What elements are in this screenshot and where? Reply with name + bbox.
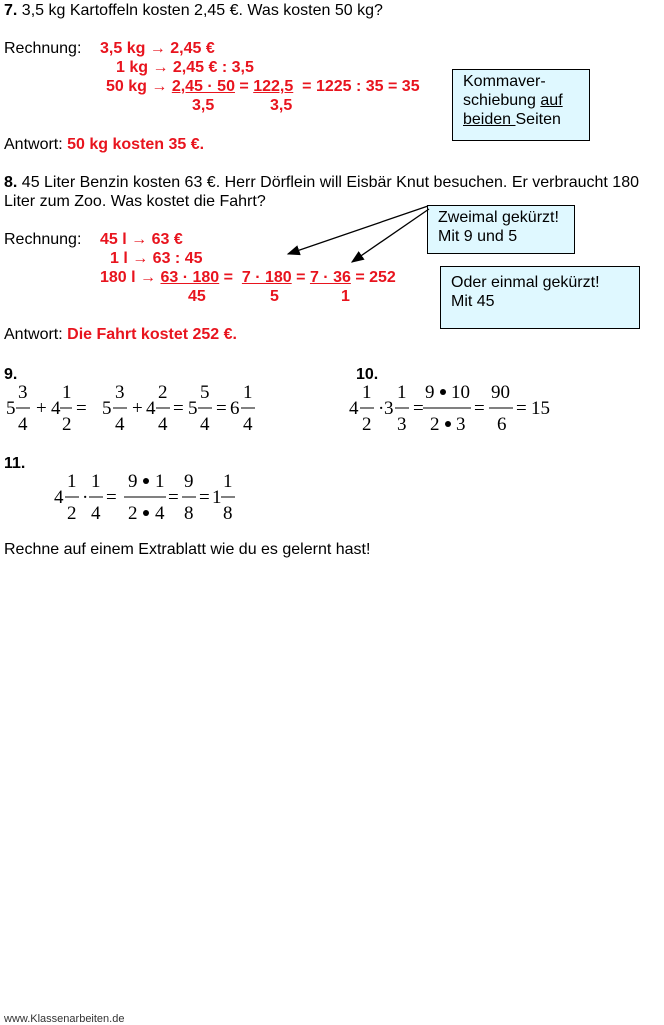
task10-number: 10.	[356, 366, 379, 383]
task8-number: 8.	[4, 174, 18, 191]
task8-den1: 45	[188, 288, 206, 305]
svg-text:2: 2	[430, 414, 440, 435]
task8-question-text1: 45 Liter Benzin kosten 63 €. Herr Dörflein will Eisbär Knut besuchen. Er verbraucht 180	[17, 174, 639, 191]
task7-note-line1: Kommaver-	[463, 73, 546, 90]
svg-text:4: 4	[155, 503, 165, 524]
task8-answer-text: Die Fahrt kostet 252 €.	[67, 326, 237, 343]
svg-text:+: +	[132, 398, 143, 419]
task7-question-text: 3,5 kg Kartoffeln kosten 2,45 €. Was kosten 50 kg?	[17, 2, 383, 19]
task7-note-line3b: Seiten	[515, 111, 561, 128]
task8-line3-num1: 63 · 180	[160, 269, 220, 286]
svg-text:2: 2	[158, 382, 168, 403]
svg-text:4: 4	[115, 414, 125, 435]
task8-note1-line2: Mit 9 und 5	[438, 228, 518, 245]
task7-note-line3a: beiden	[463, 111, 516, 128]
svg-text:10: 10	[451, 382, 470, 403]
svg-text:5: 5	[200, 382, 210, 403]
task7-line3-lhs: 50 kg →	[106, 78, 168, 95]
task8-den2: 5	[270, 288, 279, 305]
svg-text:3: 3	[18, 382, 28, 403]
svg-text:2: 2	[67, 503, 77, 524]
svg-text:4: 4	[349, 398, 359, 419]
task7-line2: 1 kg → 2,45 € : 3,5	[116, 59, 254, 76]
task11-number: 11.	[4, 455, 26, 472]
task8-line3-rest: = 252	[355, 269, 396, 286]
svg-text:9: 9	[128, 471, 138, 492]
task7-line3-rest: = 1225 : 35 = 35	[302, 78, 420, 95]
svg-text:=: =	[106, 487, 117, 508]
task7-note-line2a: schiebung	[463, 92, 541, 109]
task8-question-line2: Liter zum Zoo. Was kostet die Fahrt?	[4, 193, 266, 210]
task8-line2: 1 l → 63 : 45	[110, 250, 203, 267]
task8-den3: 1	[341, 288, 350, 305]
svg-text:=: =	[168, 487, 179, 508]
svg-text:6: 6	[230, 398, 240, 419]
svg-text:4: 4	[91, 503, 101, 524]
svg-text:5: 5	[102, 398, 112, 419]
svg-text:=: =	[173, 398, 184, 419]
task8-line3-eq2: =	[296, 269, 306, 286]
svg-text:9: 9	[184, 471, 194, 492]
svg-text:=: =	[474, 398, 485, 419]
task7-line1: 3,5 kg → 2,45 €	[100, 40, 215, 57]
svg-text:1: 1	[67, 471, 77, 492]
task7-number: 7.	[4, 2, 18, 19]
svg-text:=: =	[413, 398, 424, 419]
task11-formula	[54, 471, 235, 524]
task8-note2-line1: Oder einmal gekürzt!	[451, 274, 600, 291]
svg-text:5: 5	[188, 398, 198, 419]
svg-text:3: 3	[397, 414, 407, 435]
svg-text:1: 1	[362, 382, 372, 403]
task7-line3-eq1: =	[239, 78, 249, 95]
svg-text:·: ·	[82, 487, 89, 508]
task8-line3-lhs: 180 l →	[100, 269, 157, 286]
task8-line3-num2: 7 · 180	[241, 269, 292, 286]
task7-rechnung-label: Rechnung:	[4, 40, 82, 57]
task8-line3-num3: 7 · 36	[309, 269, 351, 286]
svg-text:1: 1	[62, 382, 72, 403]
svg-text:1: 1	[223, 471, 233, 492]
svg-text:3: 3	[115, 382, 125, 403]
task7-den2: 3,5	[270, 97, 293, 114]
svg-text:4: 4	[243, 414, 253, 435]
task8-note1-line1: Zweimal gekürzt!	[438, 209, 559, 226]
svg-text:2: 2	[62, 414, 72, 435]
task9-number: 9.	[4, 366, 18, 383]
svg-text:1: 1	[91, 471, 101, 492]
task10-formula	[349, 382, 550, 435]
svg-text:90: 90	[491, 382, 510, 403]
task8-note2-line2: Mit 45	[451, 293, 495, 310]
svg-text:5: 5	[6, 398, 16, 419]
svg-text:8: 8	[184, 503, 194, 524]
svg-text:4: 4	[18, 414, 28, 435]
svg-text:=: =	[516, 398, 527, 419]
svg-text:8: 8	[223, 503, 233, 524]
svg-text:4: 4	[51, 398, 61, 419]
svg-text:=: =	[76, 398, 87, 419]
svg-text:6: 6	[497, 414, 507, 435]
svg-text:4: 4	[146, 398, 156, 419]
svg-text:=: =	[216, 398, 227, 419]
watermark: www.Klassenarbeiten.de	[4, 1013, 125, 1025]
svg-text:1: 1	[155, 471, 165, 492]
svg-text:9: 9	[425, 382, 435, 403]
svg-text:4: 4	[200, 414, 210, 435]
task7-answer-text: 50 kg kosten 35 €.	[67, 136, 205, 153]
svg-text:2: 2	[362, 414, 372, 435]
svg-text:+: +	[36, 398, 47, 419]
svg-text:4: 4	[158, 414, 168, 435]
svg-text:2: 2	[128, 503, 138, 524]
task7-line3-num2: 122,5	[253, 78, 294, 95]
svg-text:3: 3	[456, 414, 466, 435]
task8-line3-eq1: =	[223, 269, 233, 286]
svg-text:1: 1	[212, 487, 222, 508]
svg-text:1: 1	[243, 382, 253, 403]
svg-text:15: 15	[531, 398, 550, 419]
svg-text:=: =	[199, 487, 210, 508]
task7-note-line2b: auf	[540, 92, 563, 109]
task7-den1: 3,5	[192, 97, 215, 114]
task8-answer-label: Antwort:	[4, 326, 63, 343]
task7-answer-label: Antwort:	[4, 136, 63, 153]
task8-rechnung-label: Rechnung:	[4, 231, 82, 248]
task9-formula	[6, 382, 255, 435]
svg-text:·: ·	[378, 398, 385, 419]
task7-line3-num1: 2,45 · 50	[171, 78, 235, 95]
svg-text:1: 1	[397, 382, 407, 403]
svg-text:3: 3	[384, 398, 394, 419]
task8-line1: 45 l → 63 €	[100, 231, 183, 248]
svg-text:4: 4	[54, 487, 64, 508]
footer-instruction: Rechne auf einem Extrablatt wie du es gelernt hast!	[4, 541, 371, 558]
